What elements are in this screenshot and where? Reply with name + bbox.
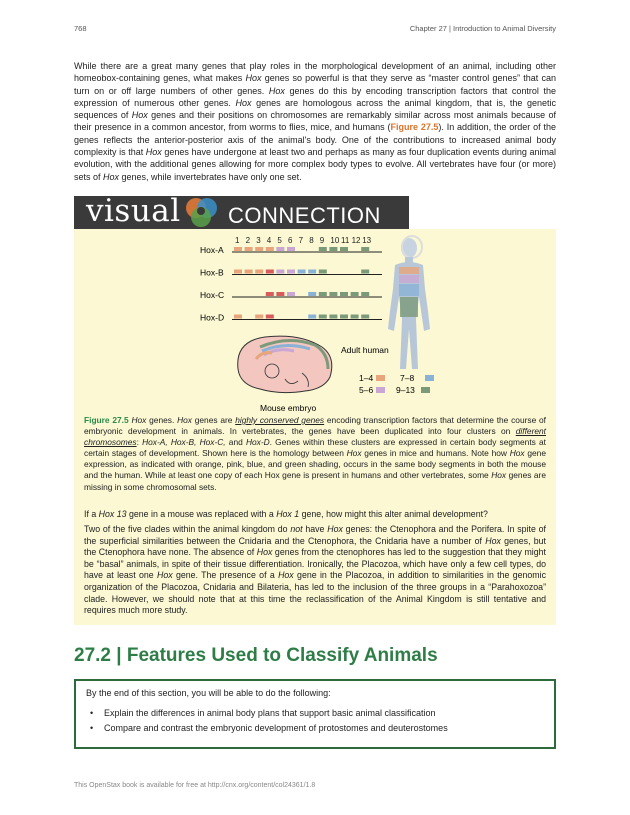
gene-box <box>234 270 242 274</box>
mouse-embryo-label: Mouse embryo <box>260 403 317 413</box>
legend-label: 1–4 <box>359 373 374 383</box>
gene-number: 7 <box>298 236 304 245</box>
gene-box <box>276 247 284 251</box>
gene-box <box>266 270 274 274</box>
legend-label: 5–6 <box>359 385 374 395</box>
gene-box <box>255 247 263 251</box>
banner-word-connection: CONNECTION <box>228 203 381 228</box>
gene-box <box>308 292 316 296</box>
figure-caption: Figure 27.5 Hox genes. Hox genes are highly conserved genes encoding transcription factors that determine the course of embryonic development in animals. In vertebrates, the genes have been duplicated into four clusters on different chromosomes: Hox-A, Hox-B, Hox-C, and Hox-D. Genes within these clusters are expressed in certain body segments at certain stages of development. Shown here is the homology between Hox genes in mice and humans. Note how Hox gene expression, as indicated with orange, pink, blue, and green shading, occurs in the same body segments in both the mouse and the human. While at least one copy of each Hox gene is present in humans and other vertebrates, some Hox genes are missing in some chromosomal sets. <box>84 415 547 492</box>
gene-box <box>287 292 295 296</box>
gene-number: 9 <box>319 236 325 245</box>
gene-box <box>255 270 263 274</box>
color-legend <box>359 373 434 395</box>
banner-word-visual: visual <box>86 193 181 229</box>
gene-number: 8 <box>309 236 314 245</box>
gene-box <box>266 247 274 251</box>
gene-number: 5 <box>277 236 282 245</box>
gene-box <box>329 315 337 319</box>
gene-number: 12 <box>351 236 361 245</box>
gene-box <box>266 315 274 319</box>
gene-number: 2 <box>245 236 251 245</box>
gene-box <box>361 270 369 274</box>
chapter-header: Chapter 27 | Introduction to Animal Diversity <box>409 24 556 33</box>
legend-swatch <box>421 387 430 393</box>
gene-box <box>255 315 263 319</box>
gene-number: 11 <box>341 236 350 245</box>
gene-box <box>361 315 369 319</box>
gene-box <box>276 292 284 296</box>
gene-box <box>234 247 242 251</box>
gene-box <box>234 315 242 319</box>
footer-note: This OpenStax book is available for free at http://cnx.org/content/col24361/1.8 <box>74 782 316 789</box>
clades-paragraph: Two of the five clades within the animal kingdom do not have Hox genes: the Ctenophora and the Porifera. In spite of the superficial similarities between the Cnidaria and the Ctenophora, the Cnidaria have a number of Hox genes, but the Ctenophora have none. The absence of Hox genes from the ctenophores has led to the suggestion that they might be “basal” animals, in spite of their tissue differentiation. Ironically, the Placozoa, which have only a few cell types, do have at least one Hox gene. The presence of a Hox gene in the Placozoa, in addition to similarities in the genomic organization of the Placozoa, Cnidaria and Bilateria, has led to the inclusion of the three groups in a “Parahoxozoa” clade. However, we should note that at this time the reclassification of the Animal Kingdom is still tentative and requires much more study. <box>84 524 546 616</box>
gene-box <box>298 270 306 274</box>
gene-box <box>351 315 359 319</box>
gene-box <box>319 247 327 251</box>
gene-box <box>329 247 337 251</box>
gene-number: 1 <box>235 236 240 245</box>
page-number: 768 <box>74 24 87 33</box>
gene-box <box>245 247 253 251</box>
cluster-label: Hox-D <box>200 312 225 323</box>
gene-box <box>245 270 253 274</box>
gene-box <box>340 292 348 296</box>
figure-link[interactable]: Figure 27.5 <box>390 122 439 133</box>
gene-box <box>340 315 348 319</box>
gene-box <box>361 247 369 251</box>
gene-box <box>276 270 284 274</box>
section-title: 27.2 | Features Used to Classify Animals <box>74 645 438 666</box>
gene-box <box>319 292 327 296</box>
gene-number: 13 <box>362 236 372 245</box>
venn-logo-icon <box>180 194 224 230</box>
gene-box <box>351 292 359 296</box>
gene-box <box>308 270 316 274</box>
gene-box <box>308 315 316 319</box>
learning-objectives-box <box>74 679 556 749</box>
cluster-label: Hox-A <box>200 245 224 255</box>
legend-swatch <box>376 387 385 393</box>
hox-clusters <box>200 245 382 323</box>
intro-paragraph: While there are a great many genes that play roles in the morphological development of an animal, including other homeobox-containing genes, what makes Hox genes so powerful is that they serve as “master control genes” that can turn on or off large numbers of other genes. Hox genes do this by encoding transcription factors that control the expression of numerous other genes. Hox genes are homologous across the animal kingdom, that is, the genetic sequences of Hox genes and their positions on chromosomes are remarkably similar across most animals because of their presence in a common ancestor, from worms to flies, mice, and humans (Figure 27.5). In addition, the order of the genes reflects the anterior-posterior axis of the animal's body. One of the contributions to increased animal body complexity is that Hox genes have undergone at least two and perhaps as many as four duplication events during animal evolution, with the additional genes allowing for more complex body types to evolve. All vertebrates have four (or more) sets of Hox genes, while invertebrates have only one set. <box>74 61 557 182</box>
gene-number: 3 <box>256 236 261 245</box>
gene-number: 10 <box>330 236 340 245</box>
legend-label: 9–13 <box>396 385 415 395</box>
gene-box <box>287 270 295 274</box>
gene-number: 4 <box>266 236 272 245</box>
gene-box <box>329 292 337 296</box>
gene-number-labels <box>235 236 372 245</box>
legend-swatch <box>425 375 434 381</box>
adult-human-label: Adult human <box>341 345 389 355</box>
figure-question: If a Hox 13 gene in a mouse was replaced with a Hox 1 gene, how might this alter animal development? <box>84 509 488 519</box>
objectives-list <box>90 706 448 736</box>
cluster-label: Hox-B <box>200 267 224 278</box>
list-item: • Compare and contrast the embryonic development of protostomes and deuterostomes <box>90 721 448 736</box>
gene-number: 6 <box>288 236 293 245</box>
adult-human-figure <box>388 236 430 369</box>
list-item: • Explain the differences in animal body plans that support basic animal classification <box>90 706 448 721</box>
gene-box <box>266 292 274 296</box>
cluster-label: Hox-C <box>200 290 225 300</box>
gene-box <box>361 292 369 296</box>
hox-figure <box>190 229 440 419</box>
mouse-embryo-figure <box>238 336 332 392</box>
gene-box <box>319 270 327 274</box>
gene-box <box>340 247 348 251</box>
gene-box <box>319 315 327 319</box>
legend-label: 7–8 <box>400 373 415 383</box>
legend-swatch <box>376 375 385 381</box>
gene-box <box>287 247 295 251</box>
objectives-intro: By the end of this section, you will be able to do the following: <box>86 688 331 698</box>
